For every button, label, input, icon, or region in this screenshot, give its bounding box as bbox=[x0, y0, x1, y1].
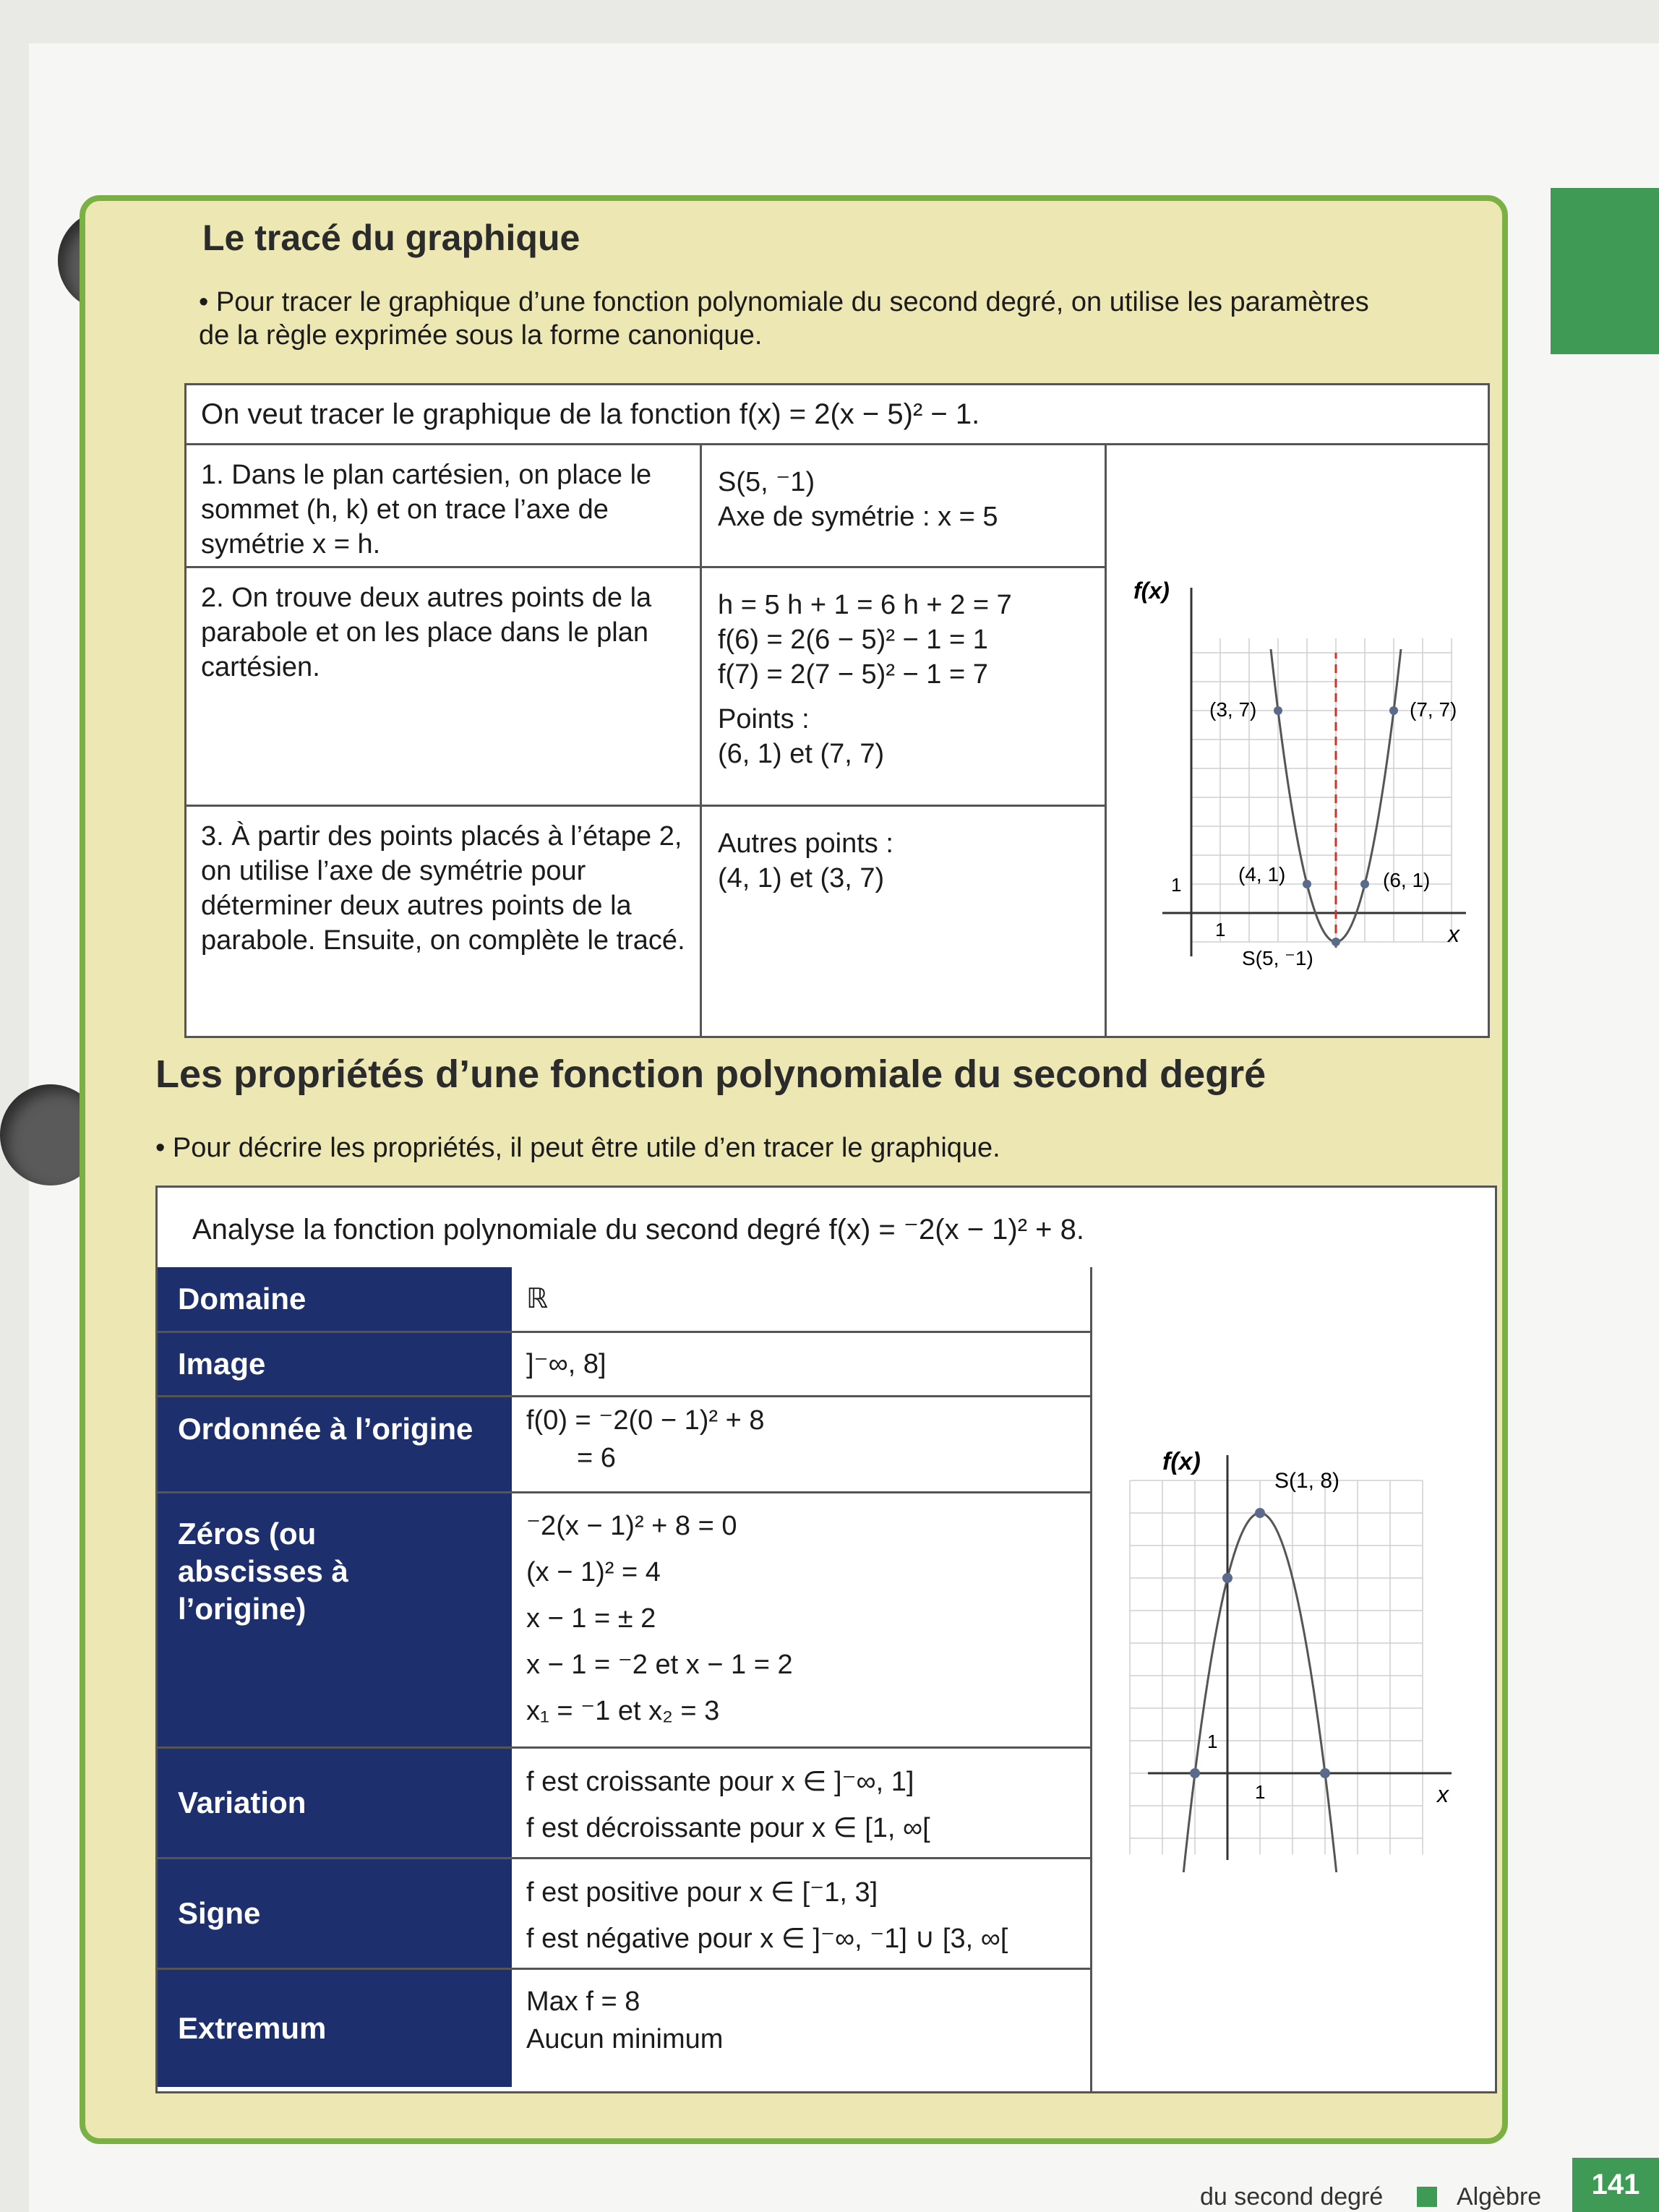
divider bbox=[187, 805, 1105, 807]
result-line: (6, 1) et (7, 7) bbox=[718, 739, 885, 769]
row-label-signe: Signe bbox=[158, 1859, 512, 1968]
point-label: S(5, ⁻1) bbox=[1242, 947, 1313, 969]
divider bbox=[187, 566, 1105, 568]
row-value-image: ]⁻∞, 8] bbox=[526, 1349, 606, 1379]
result-line: Points : bbox=[718, 704, 810, 734]
row-value-variation bbox=[526, 1759, 1076, 1851]
grid bbox=[1191, 638, 1452, 942]
section-title-properties: Les propriétés d’une fonction polynomiale du second degré bbox=[155, 1053, 1266, 1096]
value-line: x − 1 = ⁻2 et x − 1 = 2 bbox=[526, 1650, 793, 1680]
row-label-image: Image bbox=[158, 1333, 512, 1395]
result-line: f(7) = 2(7 − 5)² − 1 = 7 bbox=[718, 659, 988, 690]
value-line: ⁻2(x − 1)² + 8 = 0 bbox=[526, 1511, 737, 1541]
value-line: (x − 1)² = 4 bbox=[526, 1557, 661, 1587]
row-value-ordonnee bbox=[526, 1402, 1076, 1477]
data-point bbox=[1320, 1768, 1330, 1778]
x-tick-label: 1 bbox=[1215, 919, 1226, 940]
result-line: S(5, ⁻1) bbox=[718, 467, 815, 497]
value-line: f est positive pour x ∈ [⁻1, 3] bbox=[526, 1877, 878, 1908]
y-axis-label: f(x) bbox=[1133, 578, 1170, 604]
step-1-result bbox=[718, 465, 1094, 534]
x-axis-label: x bbox=[1448, 921, 1459, 947]
row-label-extremum: Extremum bbox=[158, 1970, 512, 2087]
value-line: x₁ = ⁻1 et x₂ = 3 bbox=[526, 1696, 720, 1726]
y-axis-label: f(x) bbox=[1162, 1448, 1201, 1475]
intro-text: Pour tracer le graphique d’une fonction polynomiale du second degré, on utilise les paramètres de la règle exprimée sous la forme canonique. bbox=[199, 287, 1369, 351]
y-tick-label: 1 bbox=[1171, 874, 1182, 896]
step-3-text: 3. À partir des points placés à l’étape 2, on utilise l’axe de symétrie pour déterminer deux autres points de la parabole. Ensuite, on complète le tracé. bbox=[201, 821, 685, 956]
result-line: h = 5 h + 1 = 6 h + 2 = 7 bbox=[718, 590, 1012, 620]
data-point bbox=[1389, 706, 1398, 715]
value-line: x − 1 = ± 2 bbox=[526, 1603, 656, 1634]
footer-section: Algèbre bbox=[1457, 2183, 1542, 2211]
chapter-tab bbox=[1551, 188, 1659, 354]
step-2-text: 2. On trouve deux autres points de la parabole et on les place dans le plan cartésien. bbox=[201, 583, 652, 682]
result-line: f(6) = 2(6 − 5)² − 1 = 1 bbox=[718, 625, 988, 655]
grid bbox=[1130, 1480, 1423, 1855]
value-line: f est croissante pour x ∈ ]⁻∞, 1] bbox=[526, 1767, 914, 1797]
result-line: Autres points : bbox=[718, 828, 893, 859]
result-line: Axe de symétrie : x = 5 bbox=[718, 502, 998, 532]
data-point bbox=[1274, 706, 1282, 715]
point-label: (4, 1) bbox=[1238, 863, 1286, 886]
x-tick-label: 1 bbox=[1255, 1781, 1266, 1803]
row-label-ordonnee: Ordonnée à l’origine bbox=[158, 1397, 512, 1491]
row-label-zeros: Zéros (ou abscisses à l’origine) bbox=[158, 1493, 512, 1746]
steps-table bbox=[184, 383, 1490, 1038]
divider bbox=[700, 443, 702, 1036]
divider bbox=[187, 443, 1488, 445]
result-line: (4, 1) et (3, 7) bbox=[718, 863, 885, 893]
data-point bbox=[1360, 880, 1369, 888]
data-point bbox=[1222, 1573, 1233, 1583]
step-1-text: 1. Dans le plan cartésien, on place le sommet (h, k) et on trace l’axe de symétrie x = h. bbox=[201, 460, 652, 560]
parabola-graph-1 bbox=[1119, 566, 1480, 971]
row-value-zeros bbox=[526, 1503, 1076, 1734]
intro-bullet-trace: • Pour tracer le graphique d’une fonction polynomiale du second degré, on utilise les paramètres de la règle exprimée sous la forme canonique. bbox=[199, 287, 1369, 351]
point-label: (3, 7) bbox=[1209, 698, 1257, 721]
value-line: Aucun minimum bbox=[526, 2024, 724, 2054]
parabola-graph-2 bbox=[1119, 1426, 1480, 1874]
data-point bbox=[1255, 1508, 1265, 1518]
data-point bbox=[1332, 938, 1340, 946]
value-line: f est décroissante pour x ∈ [1, ∞[ bbox=[526, 1813, 930, 1843]
footer-square bbox=[1417, 2187, 1437, 2207]
row-label-domaine: Domaine bbox=[158, 1267, 512, 1331]
divider bbox=[1105, 443, 1107, 1036]
row-label-variation: Variation bbox=[158, 1749, 512, 1857]
footer-chapter: du second degré bbox=[1200, 2183, 1384, 2211]
row-value-signe bbox=[526, 1869, 1076, 1962]
properties-table bbox=[155, 1186, 1497, 2093]
intro-bullet-properties: • Pour décrire les propriétés, il peut être utile d’en tracer le graphique. bbox=[155, 1133, 1000, 1163]
value-line: Max f = 8 bbox=[526, 1986, 640, 2017]
value-line: = 6 bbox=[577, 1443, 616, 1473]
data-point bbox=[1190, 1768, 1200, 1778]
divider bbox=[1090, 1267, 1092, 2091]
steps-table-header: On veut tracer le graphique de la fonction f(x) = 2(x − 5)² − 1. bbox=[201, 398, 980, 430]
row-value-domaine: ℝ bbox=[526, 1284, 549, 1314]
point-label: (7, 7) bbox=[1410, 698, 1457, 721]
y-tick-label: 1 bbox=[1207, 1731, 1218, 1752]
step-2-result bbox=[718, 588, 1094, 771]
properties-table-header: Analyse la fonction polynomiale du second degré f(x) = ⁻2(x − 1)² + 8. bbox=[192, 1214, 1085, 1246]
x-axis-label: x bbox=[1437, 1781, 1449, 1807]
data-point bbox=[1303, 880, 1311, 888]
step-3-result bbox=[718, 826, 1094, 896]
row-value-extremum bbox=[526, 1983, 1076, 2058]
value-line: f(0) = ⁻2(0 − 1)² + 8 bbox=[526, 1405, 765, 1436]
point-label: (6, 1) bbox=[1383, 869, 1431, 891]
section-title-trace: Le tracé du graphique bbox=[202, 218, 580, 258]
page-number: 141 bbox=[1572, 2158, 1659, 2212]
value-line: f est négative pour x ∈ ]⁻∞, ⁻1] ∪ [3, ∞[ bbox=[526, 1924, 1008, 1954]
intro-text: Pour décrire les propriétés, il peut être utile d’en tracer le graphique. bbox=[172, 1133, 1000, 1163]
vertex-label: S(1, 8) bbox=[1274, 1469, 1340, 1493]
